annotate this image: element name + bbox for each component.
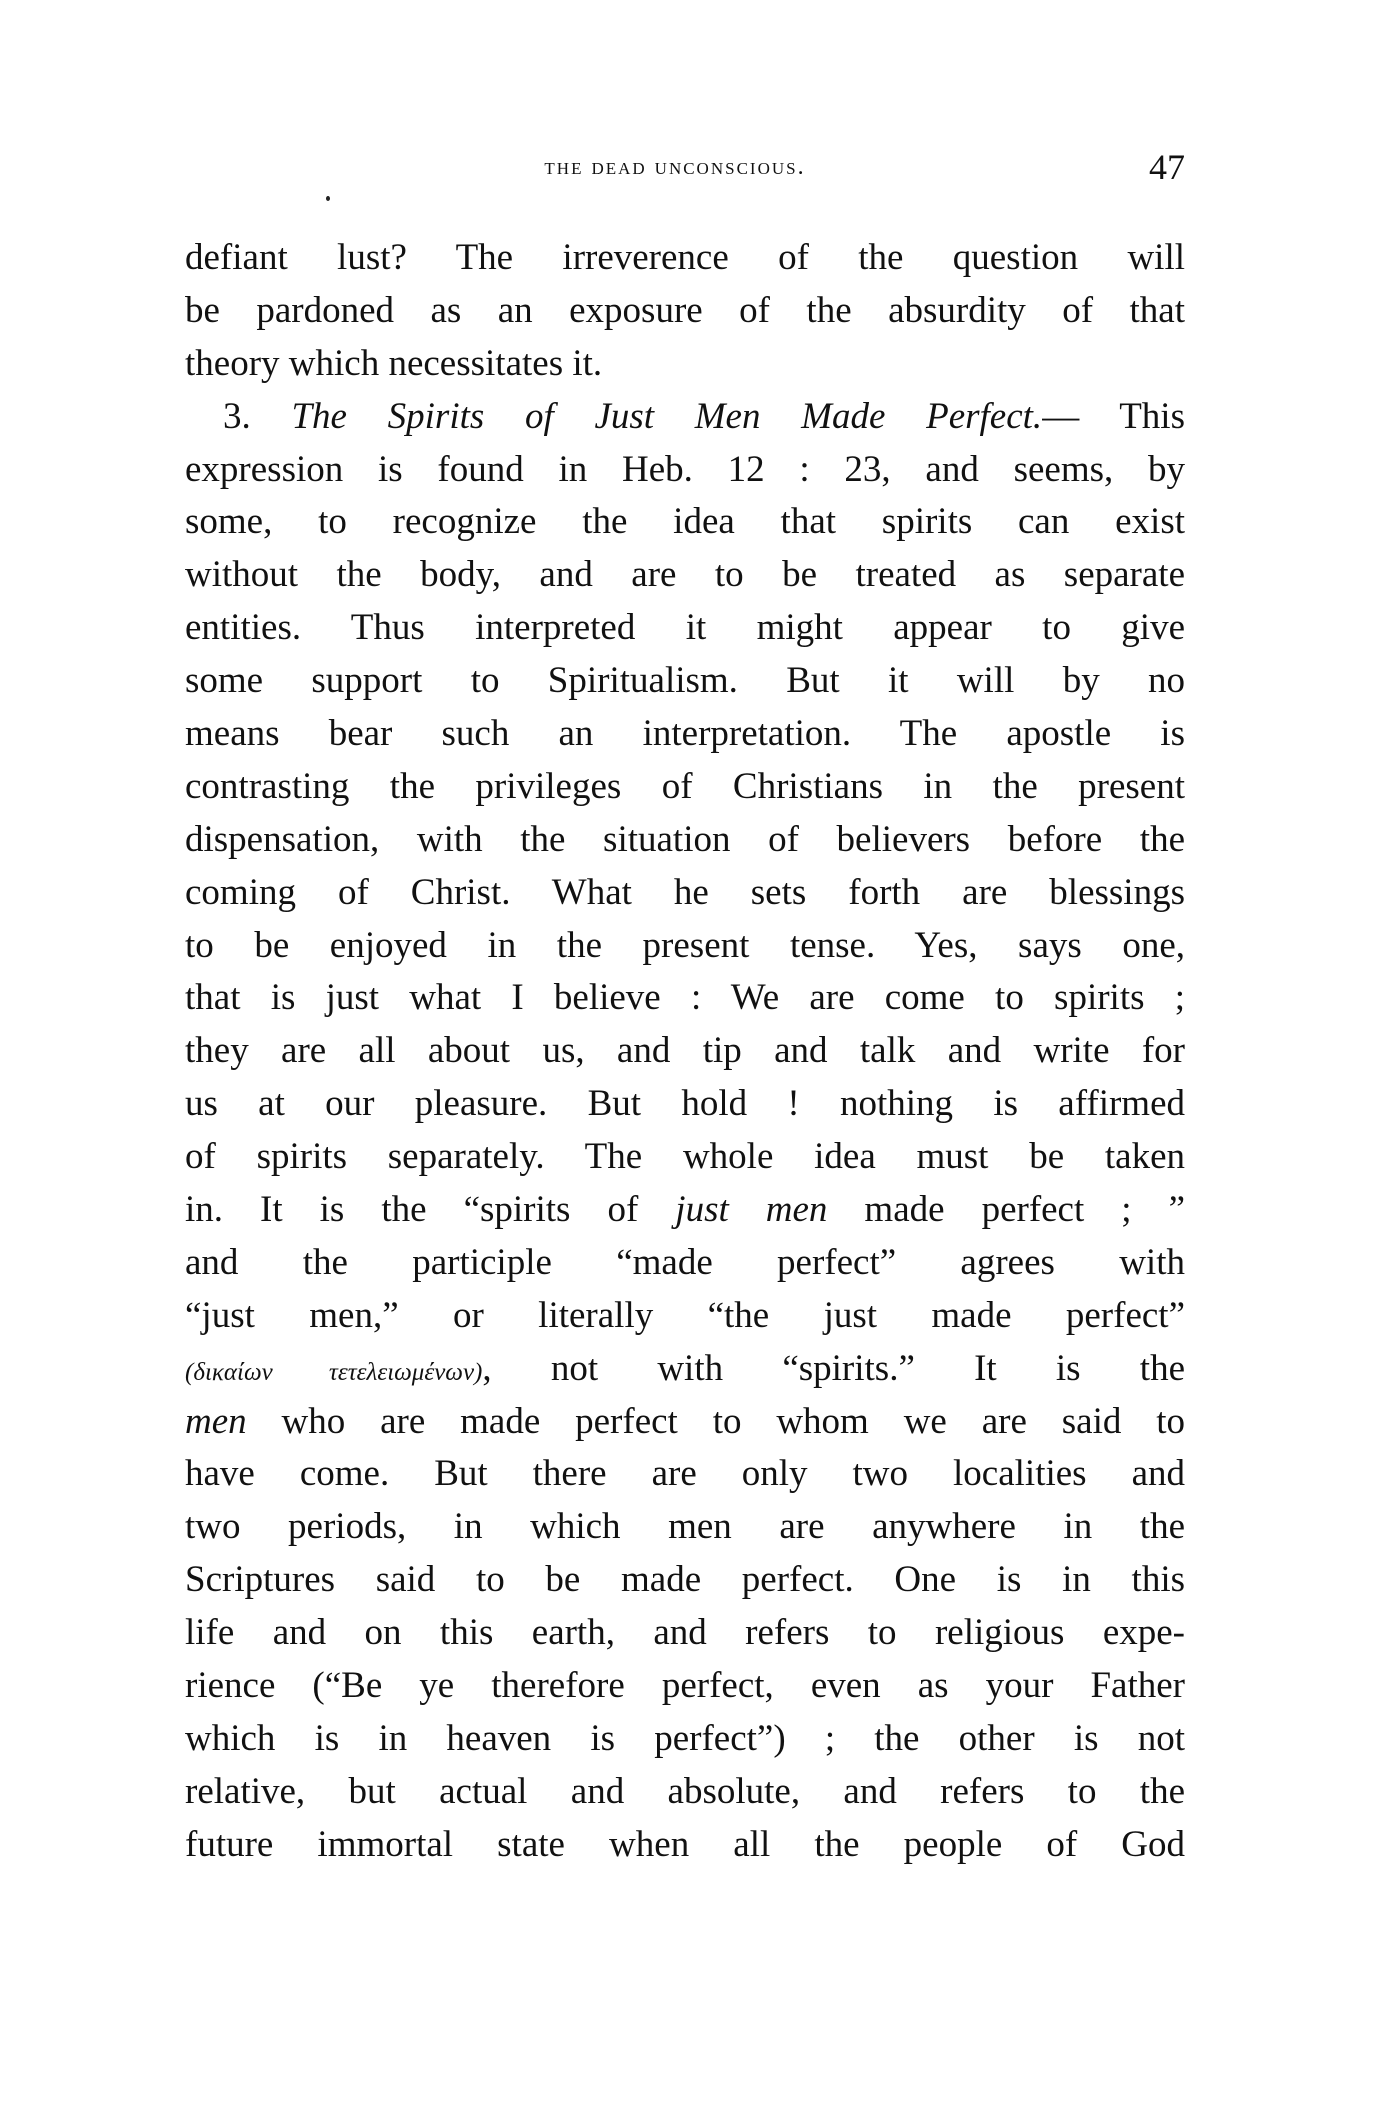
text-line — [185, 761, 1185, 814]
text-line — [185, 1078, 1185, 1131]
text-line — [185, 1025, 1185, 1078]
text-segment: who are made perfect to whom we are said to — [246, 1400, 1185, 1442]
text-line — [185, 1660, 1185, 1713]
text-line — [185, 814, 1185, 867]
text-segment: dispensation, with the situation of believers before the — [185, 818, 1185, 860]
text-line — [185, 1713, 1185, 1766]
text-segment: defiant lust? The irreverence of the question will — [185, 237, 1185, 278]
italic-text: just men — [675, 1189, 828, 1231]
text-segment: some, to recognize the idea that spirits can exist — [185, 501, 1185, 543]
text-line — [185, 1396, 1185, 1449]
text-line — [185, 972, 1185, 1025]
text-segment: coming of Christ. What he sets forth are blessings — [185, 871, 1185, 913]
text-line — [185, 1131, 1185, 1184]
text-segment: and the participle “made perfect” agrees with — [185, 1241, 1185, 1283]
print-speck — [326, 196, 330, 201]
text-line — [185, 655, 1185, 708]
text-line — [185, 1607, 1185, 1660]
text-segment: of spirits separately. The whole idea must be taken — [185, 1136, 1185, 1178]
running-title-text: the dead unconscious. — [544, 154, 806, 180]
text-segment: Scriptures said to be made perfect. One is in this — [185, 1559, 1185, 1601]
text-line — [185, 1501, 1185, 1554]
text-segment: contrasting the privileges of Christians in the present — [185, 765, 1185, 807]
text-line — [185, 1819, 1185, 1872]
text-line — [185, 549, 1185, 602]
text-segment: , not with “spirits.” It is the — [482, 1347, 1185, 1389]
text-segment: without the body, and are to be treated as separate — [185, 554, 1185, 596]
text-segment: to be enjoyed in the present tense. Yes, says one, — [185, 924, 1185, 966]
body-text — [185, 232, 1185, 1872]
text-segment: two periods, in which men are anywhere in the — [185, 1506, 1185, 1548]
text-segment: means bear such an interpretation. The apostle is — [185, 713, 1185, 755]
italic-text: The Spirits of Just Men Made Perfect. — [291, 395, 1043, 437]
text-line — [185, 496, 1185, 549]
text-line — [185, 1343, 1185, 1396]
text-segment: made perfect ; ” — [827, 1189, 1185, 1231]
text-segment: life and on this earth, and refers to religious expe- — [185, 1612, 1185, 1654]
greek-text: (δικαίων τετελειωμένων) — [185, 1358, 483, 1386]
page-header — [185, 146, 1185, 190]
text-line — [185, 920, 1185, 973]
text-line — [185, 1554, 1185, 1607]
text-segment: which is in heaven is perfect”) ; the other is not — [185, 1717, 1185, 1759]
text-line — [185, 338, 1185, 391]
text-segment: be pardoned as an exposure of the absurdity of that — [185, 289, 1185, 331]
text-segment: “just men,” or literally “the just made perfect” — [185, 1294, 1185, 1336]
text-line — [185, 1448, 1185, 1501]
text-line — [185, 1290, 1185, 1343]
text-segment: rience (“Be ye therefore perfect, even as your Father — [185, 1665, 1185, 1707]
text-segment: theory which necessitates it. — [185, 342, 603, 384]
text-segment: us at our pleasure. But hold ! nothing is affirmed — [185, 1083, 1185, 1125]
text-segment: future immortal state when all the people of God — [185, 1823, 1185, 1865]
text-line — [185, 285, 1185, 338]
text-segment: entities. Thus interpreted it might appear to give — [185, 607, 1185, 649]
text-segment: in. It is the “spirits of — [185, 1189, 676, 1231]
text-line — [185, 708, 1185, 761]
running-title — [185, 154, 1185, 181]
text-line — [185, 391, 1185, 444]
text-segment: they are all about us, and tip and talk and write for — [185, 1030, 1185, 1072]
text-segment: that is just what I believe : We are come to spirits ; — [185, 977, 1185, 1019]
text-line — [185, 867, 1185, 920]
text-line — [185, 1237, 1185, 1290]
text-line — [185, 444, 1185, 497]
text-line — [185, 1766, 1185, 1819]
text-line — [185, 602, 1185, 655]
text-segment: expression is found in Heb. 12 : 23, and seems, by — [185, 448, 1185, 490]
text-segment: some support to Spiritualism. But it will by no — [185, 660, 1185, 702]
text-segment: 3. — [223, 395, 292, 437]
text-line — [185, 1184, 1185, 1237]
text-segment: — This — [1042, 395, 1185, 437]
text-segment: have come. But there are only two localities and — [185, 1453, 1185, 1495]
page-number: 47 — [1149, 147, 1185, 187]
text-line — [185, 232, 1185, 285]
italic-text: men — [185, 1400, 247, 1442]
text-segment: relative, but actual and absolute, and refers to the — [185, 1770, 1185, 1812]
